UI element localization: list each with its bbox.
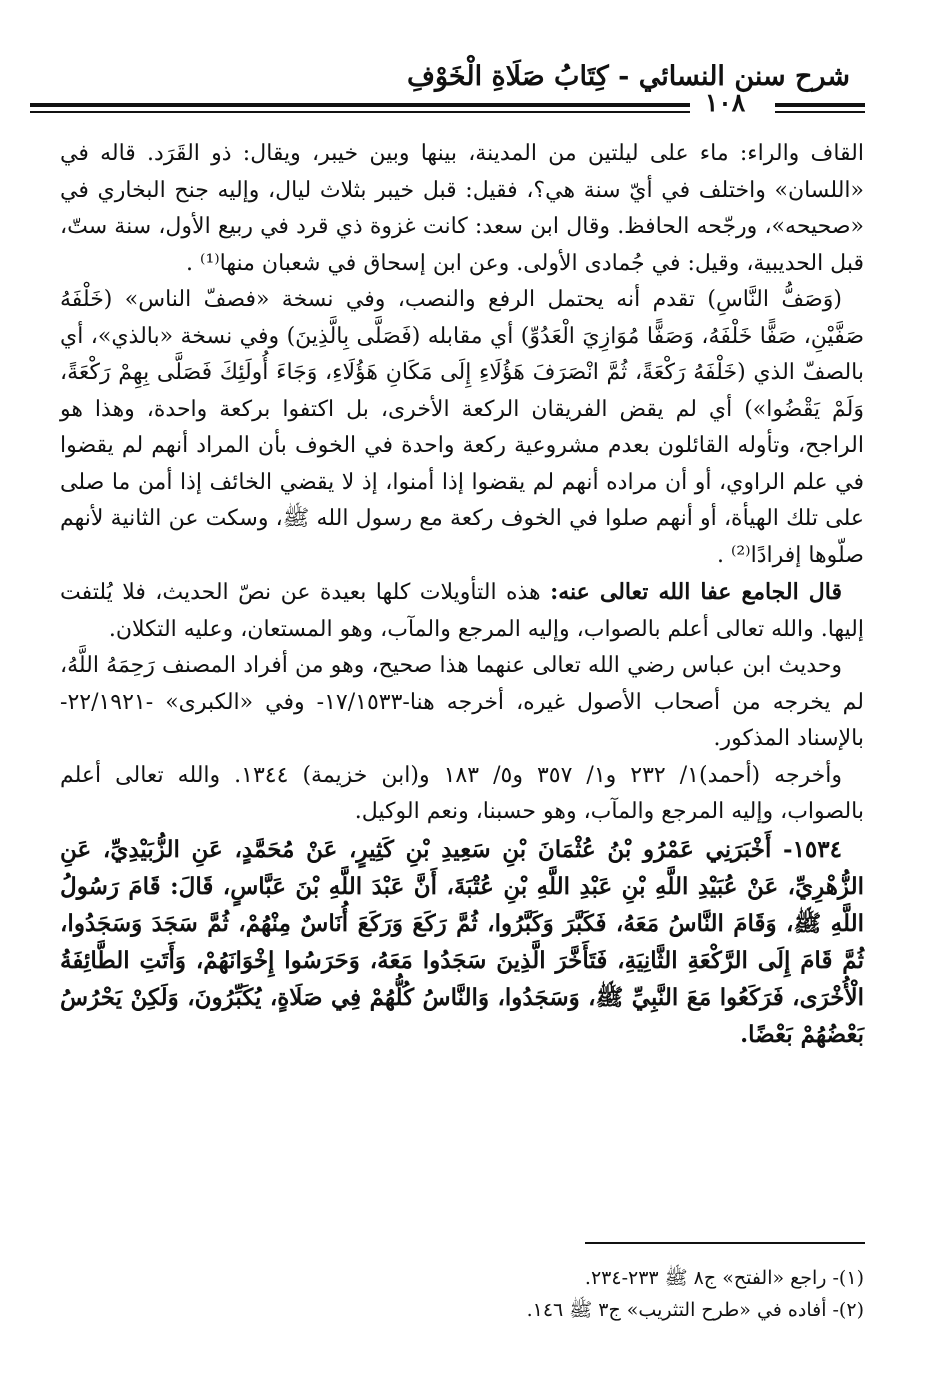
footnote-1: (١)- راجع «الفتح» ج٨ ﷺ ٢٣٣-٢٣٤. [584,1267,864,1289]
main-text [60,136,864,1053]
paragraph-1: القاف والراء: ماء على ليلتين من المدينة، بينها وبين خيبر، ويقال: ذو القَرَد. قاله في «اللسان» واختلف في أيّ سنة هي؟، فقيل: قبل خيبر بثلاث ليال، وإليه جنح البخاري في «صحيحه»، ورجّحه الحافظ. وقال ابن سعد: كانت غزوة ذي قرد في ربيع الأول، سنة ستّ، قبل الحديبية، وقيل: في جُمادى الأولى. وعن ابن إسحاق في شعبان منها⁽¹⁾ . [60,141,864,276]
footnotes [300,1262,864,1326]
paragraph-5: وأخرجه (أحمد)١/ ٢٣٢ و١/ ٣٥٧ و٥/ ١٨٣ و(ابن خزيمة) ١٣٤٤. والله تعالى أعلم بالصواب، وإليه المرجع والمآب، وهو حسبنا، ونعم الوكيل. [60,762,864,824]
header-rule-bottom [30,111,690,113]
hadith-1534: ١٥٣٤- أَخْبَرَنِي عَمْرُو بْنُ عُثْمَانَ بْنِ سَعِيدِ بْنِ كَثِيرٍ، عَنْ مُحَمَّدٍ، عَنِ الزُّبَيْدِيِّ، عَنِ الزُّهْرِيِّ، عَنْ عُبَيْدِ اللَّهِ بْنِ عَبْدِ اللَّهِ بْنِ عُتْبَةَ، أَنَّ عَبْدَ اللَّهِ بْنَ عَبَّاسٍ، قَالَ: قَامَ رَسُولُ اللَّهِ ﷺ، وَقَامَ النَّاسُ مَعَهُ، فَكَبَّرَ وَكَبَّرُوا، ثُمَّ رَكَعَ وَرَكَعَ أُنَاسٌ مِنْهُمْ، ثُمَّ سَجَدَ وَسَجَدُوا، ثُمَّ قَامَ إِلَى الرَّكْعَةِ الثَّانِيَةِ، فَتَأَخَّرَ الَّذِينَ سَجَدُوا مَعَهُ، وَحَرَسُوا إِخْوَانَهُمْ، وَأَتَتِ الطَّائِفَةُ الْأُخْرَى، فَرَكَعُوا مَعَ النَّبِيِّ ﷺ، وَسَجَدُوا، وَالنَّاسُ كُلُّهُمْ فِي صَلَاةٍ، يُكَبِّرُونَ، وَلَكِنْ يَحْرُسُ بَعْضُهُمْ بَعْضًا. [60,835,864,1048]
paragraph-4: وحديث ابن عباس رضي الله تعالى عنهما هذا صحيح، وهو من أفراد المصنف رَحِمَهُ اللَّهُ، لم يخرجه من أصحاب الأصول غيره، أخرجه هنا-١٧/١٥٣٣- وفي «الكبرى» -٢٢/١٩٢١- بالإسناد المذكور. [60,653,864,751]
page-number: ١٠٨ [704,88,746,117]
compiler-note-text: هذه التأويلات كلها بعيدة عن نصّ الحديث، فلا يُلتفت إليها. والله تعالى أعلم بالصواب، وإليه المرجع والمآب، وهو المستعان، وعليه التكلان. [60,580,864,642]
page-number-rule-bottom [775,111,865,113]
paragraph-3 [60,574,864,648]
footnote-separator [585,1242,865,1244]
paragraph-2: (وَصَفُّ النَّاسِ) تقدم أنه يحتمل الرفع والنصب، وفي نسخة «فصفّ الناس» (خَلْفَهُ صَفَّيْنِ، صَفًّا خَلْفَهُ، وَصَفًّا مُوَازِيَ الْعَدُوِّ) أي مقابله (فَصَلَّى بِالَّذِينَ) وفي نسخة «بالذي»، أي بالصفّ الذي (خَلْفَهُ رَكْعَةً، ثُمَّ انْصَرَفَ هَؤُلَاءِ إِلَى مَكَانِ هَؤُلَاءِ، وَجَاءَ أُولَئِكَ فَصَلَّى بِهِمْ رَكْعَةً، وَلَمْ يَقْضُوا») أي لم يقض الفريقان الركعة الأخرى، بل اكتفوا بركعة واحدة، وهذا هو الراجح، وتأوله القائلون بعدم مشروعية ركعة واحدة في الخوف بأن المراد أنهم لم يقضوا في علم الراوي، أو أن مراده أنهم لم يقضوا إذا أمنوا، إذ لا يقضي الخائف إذا أمن ما صلى على تلك الهيأة، أو أنهم صلوا في الخوف ركعة مع رسول الله ﷺ، وسكت عن الثانية لأنهم صلّوها إفرادًا⁽²⁾ . [60,287,864,568]
page-number-rule-top [775,103,865,107]
header-rule-top [30,103,690,107]
compiler-note-lead: قال الجامع عفا الله تعالى عنه: [550,579,842,605]
footnote-2: (٢)- أفاده في «طرح التثريب» ج٣ ﷺ ١٤٦. [526,1299,864,1321]
running-header-title: شرح سنن النسائي - كِتَابُ صَلَاةِ الْخَوْفِ [406,61,850,92]
